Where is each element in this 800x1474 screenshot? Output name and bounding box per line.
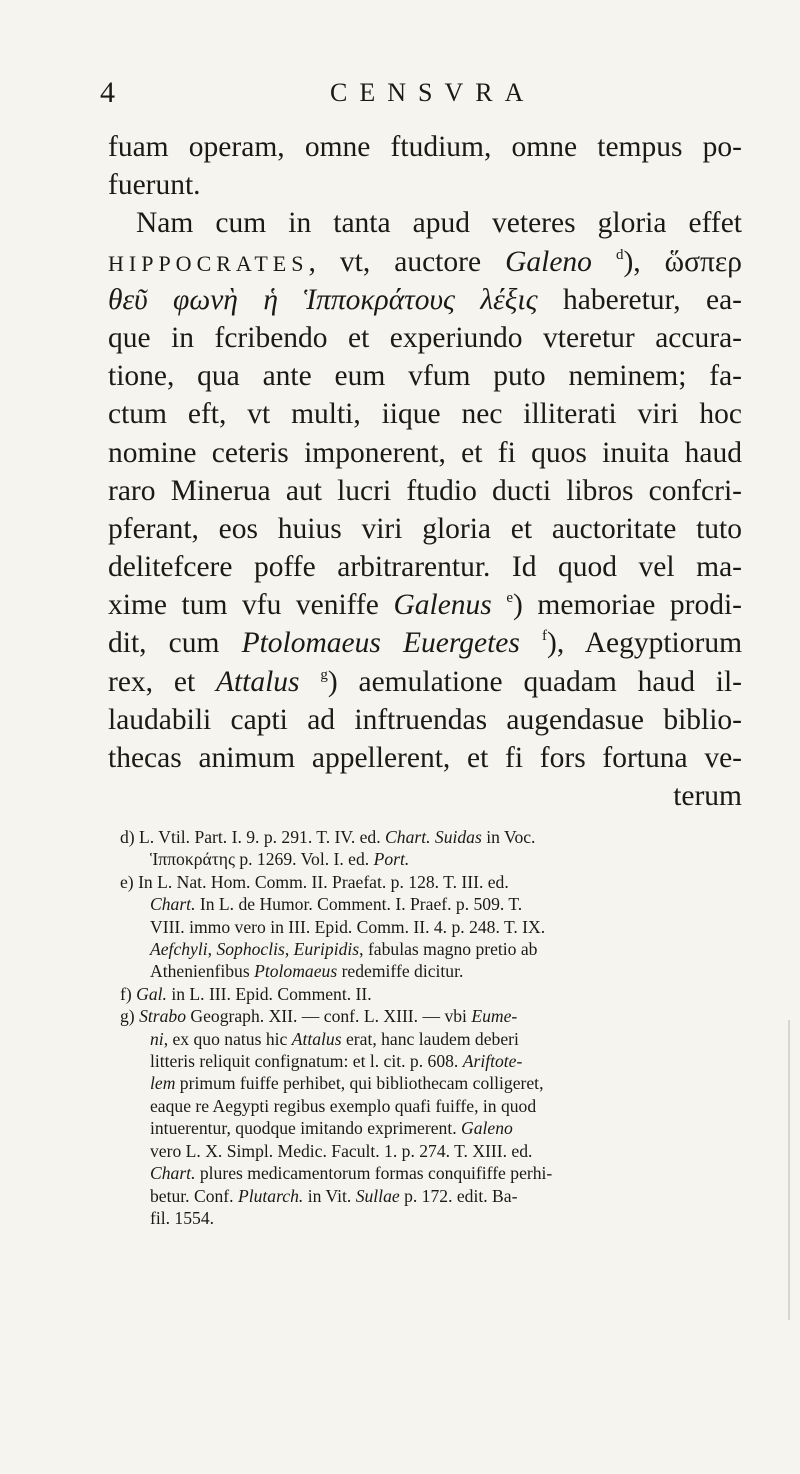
running-title: CENSVRA [330,78,536,107]
footnote-e: e) In L. Nat. Hom. Comm. II. Praefat. p. 128. T. III. ed. Chart. In L. de Humor. Comment. I. Praef. p. 509. T. VIII. immo vero in III. Epid. Comm. II. 4. p. 248. T. IX. Aefchyli, Sophoclis, Euripidis, fabulas magno pretio ab Athenienfibus Ptolomaeus redemiffe dicitur. [120,871,546,982]
text-line: rex, et Attalus $^g$) aemulatione quadam haud il- [108,665,742,698]
text-line: Nam cum in tanta apud veteres gloria effet [136,207,742,240]
text-line: fuam operam, omne ftudium, omne tempus po- [108,131,742,163]
text-line: dit, cum Ptolomaeus Euergetes $^f$), Aegyptiorum [108,627,743,660]
text-line: HIPPOCRATES, vt, auctore Galeno $^d$), ὥσπερ [108,245,743,278]
footnote-f: f) Gal. in L. III. Epid. Comment. II. [120,983,372,1004]
main-text [108,128,742,815]
note-ref-d: d [615,246,624,263]
text-line: xime tum vfu veniffe Galenus $^e$) memoriae prodi- [108,589,742,622]
text-line: raro Minerua aut lucri ftudio ducti libros confcri- [108,474,742,507]
text-line: nomine ceteris imponerent, et fi quos inuita haud [108,436,742,469]
text-line: fuerunt. [108,169,201,202]
footnote-g: g) Strabo Geograph. XII. — conf. L. XIII. — vbi Eume- ni, ex quo natus hic Attalus erat, hanc laudem deberi litteris reliquit confignatum: et l. cit. p. 608. Ariftote- lem primum fuiffe perhibet, qui bibliothecam colligeret, eaque re Aegypti regibus exemplo quafi fuiffe, in quod intuerentur, quodque imitando exprimerent. Galeno vero L. X. Simpl. Medic. Facult. 1. p. 274. T. XIII. ed. Chart. plures medicamentorum formas conquififfe perhi- betur. Conf. Plutarch. in Vit. Sullae p. 172. edit. Ba- fil. 1554. [120,1006,553,1228]
text-line: thecas animum appellerent, et fi fors fortuna ve- [108,742,742,774]
note-ref-f: f [542,628,547,645]
footnotes [108,826,744,1229]
note-ref-e: e [506,590,514,607]
greek-quote: θεῦ φωνὴ ἡ Ἱπποκράτους λέξις [108,283,538,316]
page-edge-shadow [788,1020,790,1320]
page-number: 4 [100,76,115,109]
text-line: θεῦ φωνὴ ἡ Ἱπποκράτους λέξις haberetur, ea- [108,283,742,316]
text-line: que in fcribendo et experiundo vteretur accura- [108,321,742,354]
note-ref-g: g [320,666,328,683]
text-line: laudabili capti ad inftruendas augendasue biblio- [108,703,742,736]
text-line: pferant, eos huius viri gloria et auctoritate tuto [108,512,742,545]
catchword: terum [673,780,742,813]
footnote-d: d) L. Vtil. Part. I. 9. p. 291. T. IV. ed. Chart. Suidas in Voc. Ἱπποκράτης p. 1269. Vol. I. ed. Port. [120,827,536,870]
text-line: ctum eft, vt multi, iique nec illiterati viri hoc [108,398,742,431]
running-head [100,74,740,114]
hippocrates-name: HIPPOCRATES [108,250,309,276]
text-line: delitefcere poffe arbitrarentur. Id quod vel ma- [108,551,742,584]
text-line: tione, qua ante eum vfum puto neminem; fa- [108,360,742,393]
